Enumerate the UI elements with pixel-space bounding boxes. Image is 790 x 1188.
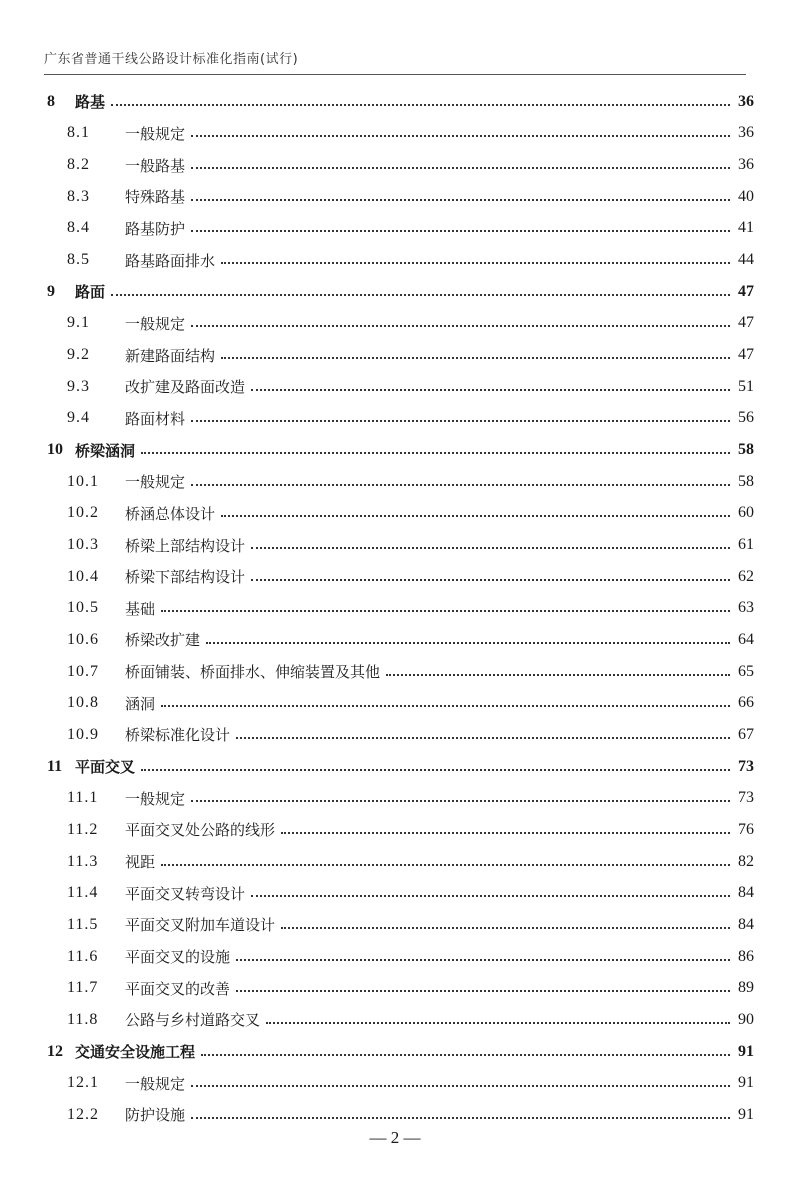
toc-entry-number: 9.1 bbox=[67, 314, 90, 332]
toc-entry-page: 91 bbox=[738, 1042, 754, 1060]
toc-entry-page: 58 bbox=[738, 441, 754, 459]
toc-dot-leader bbox=[161, 610, 730, 612]
toc-entry-number: 10.8 bbox=[67, 694, 99, 712]
toc-entry-title: 桥面铺装、桥面排水、伸缩装置及其他 bbox=[125, 663, 381, 682]
toc-dot-leader bbox=[251, 579, 730, 581]
toc-entry-page: 60 bbox=[738, 504, 754, 522]
toc-chapter-entry[interactable] bbox=[0, 86, 790, 118]
toc-entry-page: 64 bbox=[738, 630, 754, 648]
toc-entry-number: 8 bbox=[47, 92, 55, 110]
toc-entry-page: 90 bbox=[738, 1010, 754, 1028]
toc-section-entry[interactable] bbox=[0, 308, 790, 340]
running-header: 广东省普通干线公路设计标准化指南(试行) bbox=[44, 52, 299, 67]
toc-dot-leader bbox=[266, 1022, 730, 1024]
toc-dot-leader bbox=[191, 167, 730, 169]
toc-entry-number: 12.2 bbox=[67, 1105, 99, 1123]
toc-dot-leader bbox=[221, 515, 730, 517]
toc-entry-number: 11.8 bbox=[67, 1010, 99, 1028]
toc-section-entry[interactable] bbox=[0, 1099, 790, 1131]
toc-entry-title: 平面交叉转弯设计 bbox=[125, 884, 246, 903]
toc-section-entry[interactable] bbox=[0, 656, 790, 688]
toc-entry-number: 12 bbox=[47, 1042, 63, 1060]
toc-entry-page: 44 bbox=[738, 251, 754, 269]
toc-entry-page: 36 bbox=[738, 156, 754, 174]
toc-section-entry[interactable] bbox=[0, 909, 790, 941]
toc-dot-leader bbox=[236, 990, 730, 992]
toc-entry-title: 平面交叉 bbox=[75, 758, 136, 777]
toc-entry-number: 10.7 bbox=[67, 662, 99, 680]
toc-entry-page: 66 bbox=[738, 694, 754, 712]
toc-entry-number: 11.7 bbox=[67, 979, 99, 997]
toc-dot-leader bbox=[251, 547, 730, 549]
toc-entry-number: 8.4 bbox=[67, 219, 90, 237]
toc-dot-leader bbox=[111, 104, 730, 106]
toc-entry-number: 9.4 bbox=[67, 409, 90, 427]
toc-entry-page: 67 bbox=[738, 725, 754, 743]
toc-entry-title: 桥梁上部结构设计 bbox=[125, 536, 246, 555]
toc-dot-leader bbox=[236, 959, 730, 961]
toc-dot-leader bbox=[386, 674, 730, 676]
table-of-contents bbox=[0, 86, 790, 1131]
toc-entry-page: 40 bbox=[738, 187, 754, 205]
toc-entry-page: 91 bbox=[738, 1074, 754, 1092]
toc-dot-leader bbox=[206, 642, 730, 644]
toc-section-entry[interactable] bbox=[0, 782, 790, 814]
toc-entry-title: 一般规定 bbox=[125, 789, 186, 808]
toc-dot-leader bbox=[141, 452, 730, 454]
toc-entry-page: 73 bbox=[738, 789, 754, 807]
toc-section-entry[interactable] bbox=[0, 687, 790, 719]
toc-entry-title: 路基防护 bbox=[125, 219, 186, 238]
toc-dot-leader bbox=[161, 705, 730, 707]
toc-entry-number: 8.2 bbox=[67, 156, 90, 174]
toc-entry-title: 防护设施 bbox=[125, 1106, 186, 1125]
toc-dot-leader bbox=[236, 737, 730, 739]
toc-entry-number: 10.3 bbox=[67, 536, 99, 554]
toc-entry-number: 11.3 bbox=[67, 852, 99, 870]
header-divider bbox=[44, 74, 746, 75]
toc-entry-title: 路面材料 bbox=[125, 409, 186, 428]
toc-entry-page: 47 bbox=[738, 314, 754, 332]
toc-dot-leader bbox=[281, 832, 730, 834]
toc-entry-number: 10 bbox=[47, 441, 63, 459]
toc-dot-leader bbox=[251, 389, 730, 391]
toc-entry-title: 桥梁涵洞 bbox=[75, 441, 136, 460]
toc-dot-leader bbox=[221, 262, 730, 264]
toc-section-entry[interactable] bbox=[0, 181, 790, 213]
toc-entry-page: 41 bbox=[738, 219, 754, 237]
toc-entry-title: 桥涵总体设计 bbox=[125, 504, 216, 523]
toc-entry-page: 89 bbox=[738, 979, 754, 997]
toc-dot-leader bbox=[281, 927, 730, 929]
toc-section-entry[interactable] bbox=[0, 118, 790, 150]
toc-entry-title: 公路与乡村道路交叉 bbox=[125, 1011, 261, 1030]
toc-section-entry[interactable] bbox=[0, 339, 790, 371]
toc-chapter-entry[interactable] bbox=[0, 276, 790, 308]
toc-section-entry[interactable] bbox=[0, 498, 790, 530]
toc-section-entry[interactable] bbox=[0, 149, 790, 181]
toc-entry-number: 10.5 bbox=[67, 599, 99, 617]
toc-section-entry[interactable] bbox=[0, 719, 790, 751]
toc-entry-page: 51 bbox=[738, 377, 754, 395]
toc-entry-title: 涵洞 bbox=[125, 694, 156, 713]
toc-entry-page: 91 bbox=[738, 1105, 754, 1123]
toc-entry-title: 改扩建及路面改造 bbox=[125, 378, 246, 397]
toc-entry-title: 特殊路基 bbox=[125, 188, 186, 207]
toc-entry-title: 一般规定 bbox=[125, 314, 186, 333]
toc-dot-leader bbox=[161, 864, 730, 866]
toc-entry-number: 11.1 bbox=[67, 789, 99, 807]
toc-entry-number: 11.2 bbox=[67, 820, 99, 838]
toc-entry-page: 76 bbox=[738, 820, 754, 838]
toc-entry-page: 36 bbox=[738, 124, 754, 142]
toc-entry-title: 平面交叉的设施 bbox=[125, 948, 231, 967]
toc-section-entry[interactable] bbox=[0, 972, 790, 1004]
toc-entry-page: 84 bbox=[738, 884, 754, 902]
toc-dot-leader bbox=[191, 800, 730, 802]
toc-entry-title: 一般规定 bbox=[125, 124, 186, 143]
toc-section-entry[interactable] bbox=[0, 1067, 790, 1099]
toc-chapter-entry[interactable] bbox=[0, 1036, 790, 1068]
toc-dot-leader bbox=[251, 895, 730, 897]
toc-chapter-entry[interactable] bbox=[0, 751, 790, 783]
toc-section-entry[interactable] bbox=[0, 466, 790, 498]
toc-entry-title: 路面 bbox=[75, 283, 106, 302]
toc-section-entry[interactable] bbox=[0, 593, 790, 625]
toc-entry-number: 10.4 bbox=[67, 567, 99, 585]
toc-entry-number: 10.1 bbox=[67, 472, 99, 490]
toc-entry-number: 8.5 bbox=[67, 251, 90, 269]
toc-entry-page: 63 bbox=[738, 599, 754, 617]
toc-entry-page: 61 bbox=[738, 536, 754, 554]
toc-entry-page: 82 bbox=[738, 852, 754, 870]
toc-dot-leader bbox=[191, 1117, 730, 1119]
toc-section-entry[interactable] bbox=[0, 941, 790, 973]
toc-dot-leader bbox=[111, 294, 730, 296]
toc-entry-page: 84 bbox=[738, 915, 754, 933]
toc-entry-number: 8.3 bbox=[67, 187, 90, 205]
toc-entry-number: 11.6 bbox=[67, 947, 99, 965]
toc-entry-title: 一般规定 bbox=[125, 1074, 186, 1093]
toc-dot-leader bbox=[221, 357, 730, 359]
toc-section-entry[interactable] bbox=[0, 561, 790, 593]
toc-dot-leader bbox=[191, 484, 730, 486]
toc-entry-page: 47 bbox=[738, 346, 754, 364]
toc-section-entry[interactable] bbox=[0, 877, 790, 909]
toc-section-entry[interactable] bbox=[0, 371, 790, 403]
toc-dot-leader bbox=[191, 135, 730, 137]
toc-entry-title: 桥梁标准化设计 bbox=[125, 726, 231, 745]
toc-entry-title: 路基 bbox=[75, 93, 106, 112]
toc-entry-title: 平面交叉处公路的线形 bbox=[125, 821, 276, 840]
toc-entry-number: 9.2 bbox=[67, 346, 90, 364]
toc-section-entry[interactable] bbox=[0, 403, 790, 435]
toc-entry-title: 平面交叉的改善 bbox=[125, 979, 231, 998]
toc-entry-number: 10.6 bbox=[67, 630, 99, 648]
toc-entry-page: 36 bbox=[738, 92, 754, 110]
toc-dot-leader bbox=[191, 420, 730, 422]
toc-entry-title: 路基路面排水 bbox=[125, 251, 216, 270]
toc-entry-page: 73 bbox=[738, 757, 754, 775]
toc-entry-title: 新建路面结构 bbox=[125, 346, 216, 365]
toc-section-entry[interactable] bbox=[0, 213, 790, 245]
toc-entry-title: 基础 bbox=[125, 599, 156, 618]
toc-entry-number: 8.1 bbox=[67, 124, 90, 142]
toc-entry-page: 65 bbox=[738, 662, 754, 680]
toc-dot-leader bbox=[191, 1085, 730, 1087]
toc-entry-number: 11 bbox=[47, 757, 63, 775]
toc-dot-leader bbox=[191, 199, 730, 201]
toc-section-entry[interactable] bbox=[0, 529, 790, 561]
page-number: — 2 — bbox=[369, 1128, 421, 1147]
toc-entry-number: 12.1 bbox=[67, 1074, 99, 1092]
toc-entry-title: 视距 bbox=[125, 853, 156, 872]
toc-entry-title: 平面交叉附加车道设计 bbox=[125, 916, 276, 935]
toc-dot-leader bbox=[201, 1054, 730, 1056]
toc-section-entry[interactable] bbox=[0, 244, 790, 276]
toc-entry-title: 交通安全设施工程 bbox=[75, 1043, 196, 1062]
toc-entry-number: 11.4 bbox=[67, 884, 99, 902]
toc-entry-number: 11.5 bbox=[67, 915, 99, 933]
toc-dot-leader bbox=[141, 769, 730, 771]
toc-entry-page: 58 bbox=[738, 472, 754, 490]
toc-entry-number: 10.9 bbox=[67, 725, 99, 743]
toc-entry-title: 一般规定 bbox=[125, 473, 186, 492]
toc-section-entry[interactable] bbox=[0, 624, 790, 656]
toc-dot-leader bbox=[191, 230, 730, 232]
toc-entry-title: 一般路基 bbox=[125, 156, 186, 175]
toc-section-entry[interactable] bbox=[0, 1004, 790, 1036]
toc-entry-number: 9 bbox=[47, 282, 55, 300]
toc-entry-page: 47 bbox=[738, 282, 754, 300]
toc-section-entry[interactable] bbox=[0, 814, 790, 846]
toc-entry-page: 56 bbox=[738, 409, 754, 427]
toc-dot-leader bbox=[191, 325, 730, 327]
toc-entry-number: 10.2 bbox=[67, 504, 99, 522]
toc-entry-number: 9.3 bbox=[67, 377, 90, 395]
toc-entry-title: 桥梁下部结构设计 bbox=[125, 568, 246, 587]
toc-chapter-entry[interactable] bbox=[0, 434, 790, 466]
toc-entry-page: 62 bbox=[738, 567, 754, 585]
toc-entry-title: 桥梁改扩建 bbox=[125, 631, 201, 650]
toc-section-entry[interactable] bbox=[0, 846, 790, 878]
toc-entry-page: 86 bbox=[738, 947, 754, 965]
